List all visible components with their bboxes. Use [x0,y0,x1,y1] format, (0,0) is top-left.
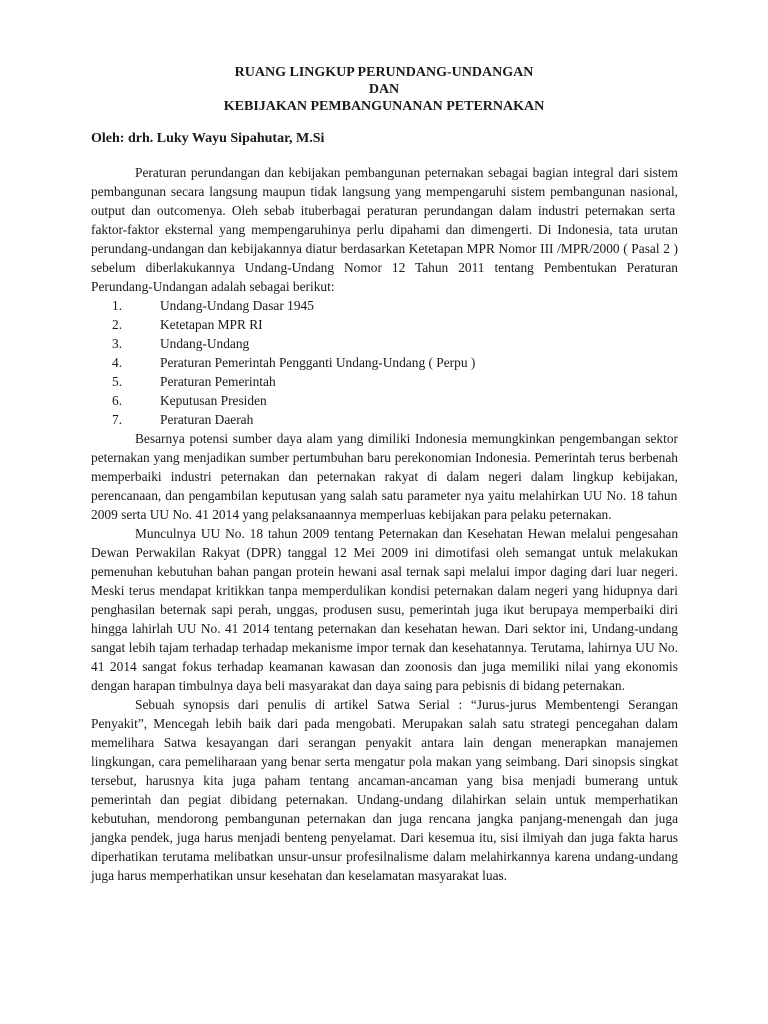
paragraph-line [0,486,768,505]
author-line: Oleh: drh. Luky Wayu Sipahutar, M.Si [91,131,325,146]
list-item-text: Peraturan Daerah [160,412,254,427]
list-item [0,410,768,429]
paragraph-line-text: lingkungan, cara pemeliharaan yang benar serta mengatur pola makan yang seimbang. Dari sinopsis singkat [91,754,679,769]
paragraph-line [0,581,768,600]
paragraph-line [0,695,768,714]
paragraph-line [0,600,768,619]
paragraph-line-text: Munculnya UU No. 18 tahun 2009 tentang Peternakan dan Kesehatan Hewan melalui pengesahan [135,526,679,541]
paragraph-line [0,828,768,847]
list-item-text: Keputusan Presiden [160,393,267,408]
paragraph-line [0,771,768,790]
paragraph-line-text: kebutuhan, mendorong pembangunan peternakan dan juga rencana jangka panjang-menengah dan juga [91,811,679,826]
paragraph-line [0,429,768,448]
paragraph-line [0,714,768,733]
title-line-3: KEBIJAKAN PEMBANGUNANAN PETERNAKAN [223,99,545,114]
paragraph-line-text: 2009 serta UU No. 41 2014 yang pelaksanaannya memperluas kebijakan para pelaku peternakan. [91,507,612,522]
paragraph-line [0,543,768,562]
paragraph-line [0,448,768,467]
paragraph-line-text: Peraturan perundangan dan kebijakan pembangunan peternakan sebagai bagian integral dari sistem [135,165,678,180]
paragraph-line-text: pembangunan secara langsung maupun tidak langsung yang mempengaruhi sistem pembangunan nasional, [91,184,679,199]
paragraph-line [0,733,768,752]
paragraph-line [0,277,768,296]
paragraph-line [0,220,768,239]
paragraph-line [0,809,768,828]
paragraph-line-text: faktor-faktor eksternal yang mempengaruhinya perlu dipahami dan dimengerti. Di Indonesia, tata urutan [91,222,678,237]
paragraph-line [0,619,768,638]
paragraph-line-text: tersebut, harusnya kita juga paham tentang ancaman-ancaman yang bisa menjadi bumerang untuk [91,773,679,788]
paragraph-line-text: memelihara Satwa kesayangan dari serangan penyakit antara lain dengan menerapkan manajemen [91,735,678,750]
paragraph-line [0,676,768,695]
paragraph-line-text: pemenuhan kebutuhan bahan pangan protein hewani asal ternak sapi melalui impor daging dari luar negeri. [91,564,678,579]
paragraph [0,524,768,695]
paragraph-line-text: juga harus memperhatikan unsur kesehatan dan keselamatan masyarakat luas. [91,868,508,883]
paragraph-line-text: output dan outcomenya. Oleh sebab ituberbagai peraturan perundangan dalam industri peternakan serta [91,203,676,218]
paragraph-line [0,657,768,676]
list-item-text: Peraturan Pemerintah Pengganti Undang-Undang ( Perpu ) [160,355,476,370]
paragraph-line-text: peternakan yang menjadikan sumber pertumbuhan baru perekonomian Indonesia. Pemerintah terus berbenah [91,450,678,465]
numbered-list [0,296,768,429]
paragraph-line-text: perencanaan, dan pengambilan keputusan yang salah satu parameter nya yaitu melahirkan UU No. 18 tahun [91,488,678,503]
paragraph-line-text: Meski terus mendapat kritikkan tanpa memperdulikan kondisi peternakan dalam negeri yang hidupnya dari [91,583,678,598]
paragraph-line [0,752,768,771]
paragraph-line-text: 41 2014 sangat fokus terhadap keamanan kawasan dan zoonosis dan juga memiliki nilai yang ekonomis [91,659,678,674]
list-item-number: 6. [112,393,123,408]
paragraph-line-text: hingga lahirlah UU No. 41 2014 tentang peternakan dan kesehatan hewan. Dari sektor ini, Undang-undang [91,621,678,636]
paragraph-line [0,239,768,258]
list-item-number: 7. [112,412,123,427]
paragraph-line [0,790,768,809]
paragraph-line [0,505,768,524]
paragraph-line-text: sebelum diberlakukannya Undang-Undang Nomor 12 Tahun 2011 tentang Pembentukan Peraturan [91,260,678,275]
list-item-text: Peraturan Pemerintah [160,374,276,389]
paragraph-line-text: jangka pendek, juga harus menjadi benteng penyelamat. Dari kesemua itu, sisi ilmiyah dan juga fakta harus [91,830,679,845]
paragraph-line-text: Besarnya potensi sumber daya alam yang dimiliki Indonesia memungkinkan pengembangan sektor [135,431,678,446]
paragraph-line-text: memperbaiki industri peternakan dan peternakan rakyat di dalam negeri dalam lingkup kebijakan, [91,469,678,484]
list-item-number: 1. [112,298,123,313]
paragraph-line-text: perundang-undangan dan kebijakannya diatur berdasarkan Ketetapan MPR Nomor III /MPR/2000 ( Pasal 2 ) [91,241,678,256]
list-item [0,353,768,372]
list-item [0,391,768,410]
paragraph-line [0,182,768,201]
paragraph-line-text: Dewan Perwakilan Rakyat (DPR) tanggal 12 Mei 2009 ini dimotifasi oleh semangat untuk melakukan [91,545,678,560]
list-item [0,372,768,391]
paragraph-line-text: Sebuah synopsis dari penulis di artikel Satwa Serial : “Jurus-jurus Membentengi Serangan [135,697,679,712]
paragraph-line-text: Penyakit”, Mencegah lebih baik dari pada mengobati. Merupakan salah satu strategi pencegahan dalam [91,716,678,731]
paragraph-line-text: pemerintah dan pegiat dibidang peternakan. Undang-undang dilahirkan selain untuk memperhatikan [91,792,678,807]
list-item-number: 3. [112,336,123,351]
paragraph-line [0,638,768,657]
title-line-1: RUANG LINGKUP PERUNDANG-UNDANGAN [234,65,534,80]
paragraph-line-text: Perundang-Undangan adalah sebagai berikut: [91,279,335,294]
list-item-text: Undang-Undang [160,336,250,351]
paragraph-line-text: diperhatikan terutama melibatkan unsur-unsur profesilnalisme dalam melahirkannya karena undang-undang [91,849,679,864]
list-item-number: 4. [112,355,123,370]
list-item-text: Undang-Undang Dasar 1945 [160,298,314,313]
paragraph-line [0,163,768,182]
paragraph-line [0,866,768,885]
list-item [0,315,768,334]
paragraph-line [0,201,768,220]
list-item [0,296,768,315]
paragraph-line [0,847,768,866]
paragraph-line [0,524,768,543]
paragraph-line [0,562,768,581]
paragraph-line [0,258,768,277]
paragraph [0,695,768,885]
document-body [0,163,768,885]
paragraph-line-text: sangat lebih tajam terhadap terhadap mekanisme impor ternak dan kesehatannya. Terutama, lahirnya UU No. [91,640,678,655]
list-item-text: Ketetapan MPR RI [160,317,263,332]
paragraph-line-text: penghasilan beternak sapi perah, unggas, produsen susu, pemerintah juga ikut berupaya memperbaiki diri [91,602,679,617]
list-item-number: 2. [112,317,123,332]
title-line-2: DAN [368,82,400,97]
list-item [0,334,768,353]
list-item-number: 5. [112,374,123,389]
paragraph-line [0,467,768,486]
paragraph-line-text: dengan harapan timbulnya daya beli masyarakat dan daya saing para pebisnis di bidang peternakan. [91,678,625,693]
paragraph [0,429,768,524]
document-title [0,64,768,115]
paragraph [0,163,768,296]
